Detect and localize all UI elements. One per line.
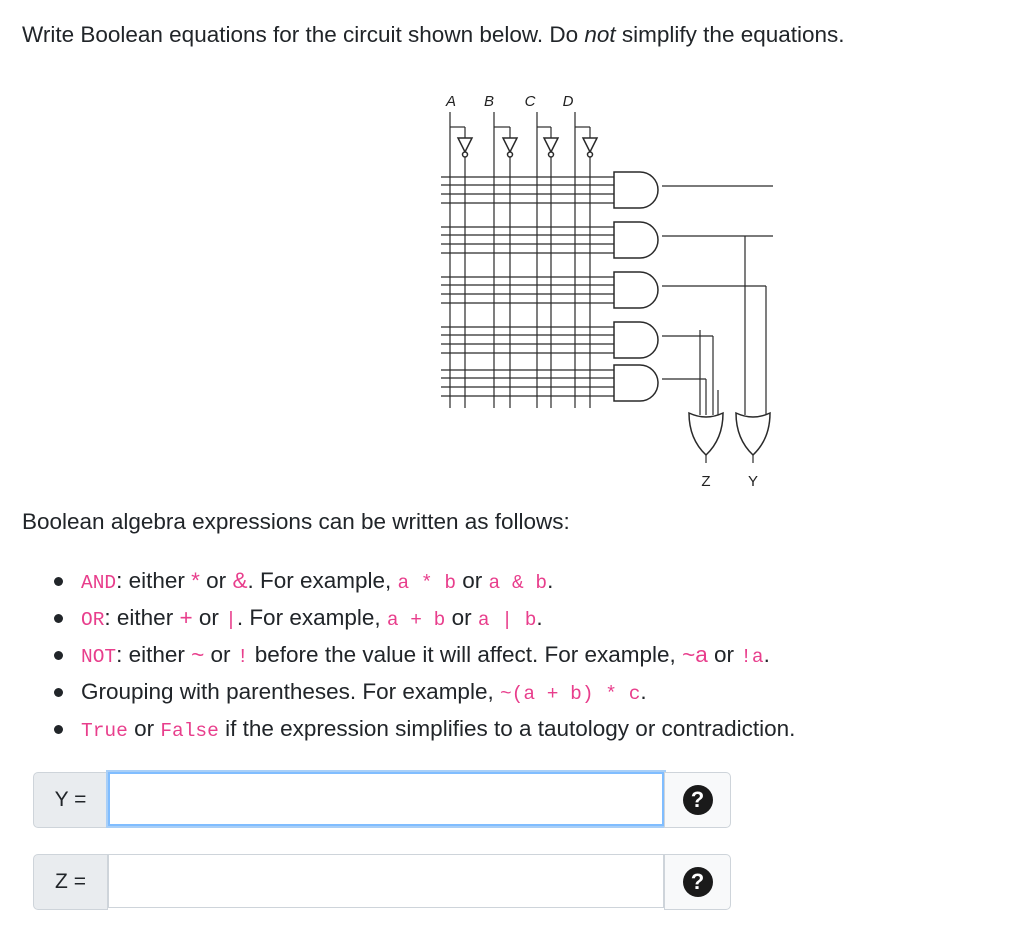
input-label-a: A <box>445 93 457 110</box>
and-gate <box>614 322 658 358</box>
rule-not: NOT: either ~ or ! before the value it will affect. For example, ~a or !a. <box>0 640 795 677</box>
rule-constants: True or False if the expression simplifies to a tautology or contradiction. <box>0 714 795 751</box>
answer-z-group <box>33 854 730 910</box>
and-gate <box>614 365 658 401</box>
question-emphasis: not <box>584 22 616 47</box>
and-gate <box>614 222 658 258</box>
answer-y-group <box>33 772 730 828</box>
answer-y-label: Y = <box>33 772 108 828</box>
inverter <box>503 138 517 152</box>
inverter-bubble <box>508 152 513 157</box>
output-label-y: Y <box>747 473 759 490</box>
and-gate <box>614 172 658 208</box>
rule-grouping: Grouping with parentheses. For example, ~(a + b) * c. <box>0 677 795 714</box>
answer-y-help-button[interactable] <box>664 772 731 828</box>
input-label-b: B <box>483 93 495 110</box>
inverter <box>583 138 597 152</box>
inverter-bubble <box>588 152 593 157</box>
answer-y-input[interactable] <box>108 772 664 826</box>
input-label-d: D <box>562 93 574 110</box>
question-text: Write Boolean equations for the circuit shown below. Do not simplify the equations. <box>22 22 845 47</box>
question-mark-icon: ? <box>683 867 713 897</box>
answer-z-label: Z = <box>33 854 108 910</box>
answer-z-input[interactable] <box>108 854 664 908</box>
input-label-c: C <box>524 93 536 110</box>
inverter <box>458 138 472 152</box>
inverter <box>544 138 558 152</box>
inverter-bubble <box>549 152 554 157</box>
intro-text: Boolean algebra expressions can be written as follows: <box>22 509 570 534</box>
or-gate-z <box>689 413 723 455</box>
inverter-bubble <box>463 152 468 157</box>
rule-or: OR: either + or |. For example, a + b or a | b. <box>0 603 795 640</box>
and-gate <box>614 272 658 308</box>
output-label-z: Z <box>701 473 711 490</box>
or-gate-y <box>736 413 770 455</box>
rules-list <box>0 566 795 751</box>
answer-z-help-button[interactable] <box>664 854 731 910</box>
rule-and: AND: either * or &. For example, a * b or a & b. <box>0 566 795 603</box>
question-mark-icon: ? <box>683 785 713 815</box>
